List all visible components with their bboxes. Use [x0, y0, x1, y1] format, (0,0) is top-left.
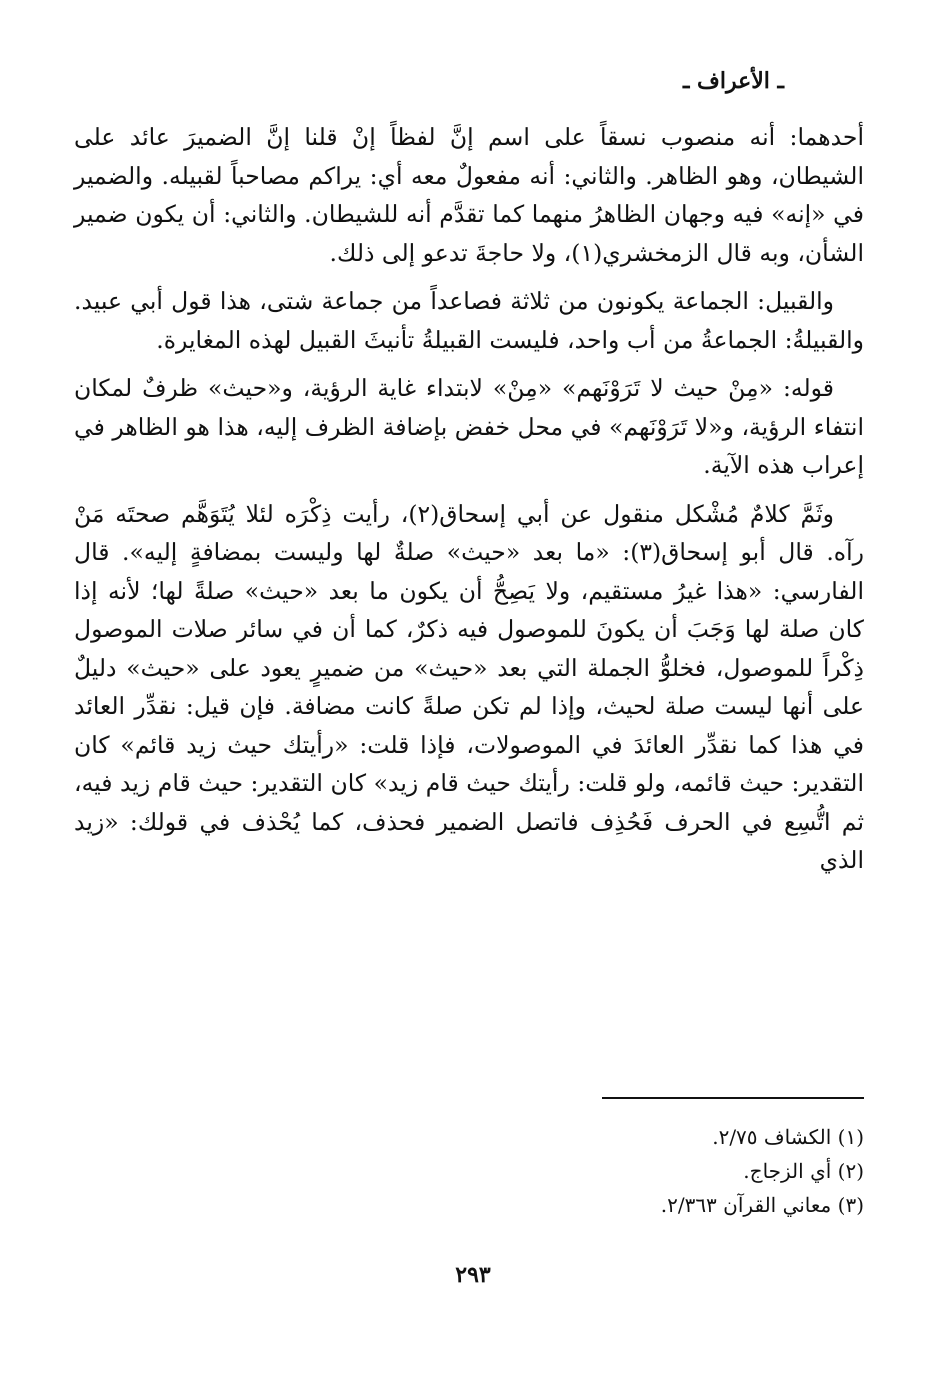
- footnotes: [364, 1120, 864, 1222]
- paragraph-4: وثَمَّ كلامٌ مُشْكل منقول عن أبي إسحاق(٢)، رأيت ذِكْرَه لئلا يُتَوَهَّم صحتَه مَنْ رآه. قال أبو إسحاق(٣): «ما بعد «حيث» صلةٌ لها وليست بمضافةٍ إليه». قال الفارسي: «هذا غيرُ مستقيم، ولا يَصِحُّ أن يكون ما بعد «حيث» صلةً لها؛ لأنه إذا كان صلة لها وَجَبَ أن يكونَ للموصول فيه ذكرٌ، كما أن في سائر صلات الموصول ذِكْراً للموصول، فخلوُّ الجملة التي بعد «حيث» من ضميرٍ يعود على «حيث» دليلٌ على أنها ليست صلة لحيث، وإذا لم تكن صلةً كانت مضافة. فإن قيل: نقدِّر العائد في هذا كما نقدِّر العائدَ في الموصولات، فإذا قلت: «رأيتك حيث زيد قائم» كان التقدير: حيث قائمه، ولو قلت: رأيتك حيث قام زيد» كان التقدير: حيث قام زيد فيه، ثم اتُّسِع في الحرف فَحُذِف فاتصل الضمير فحذف، كما يُحْذف في قولك: «زيد الذي: [74, 499, 864, 874]
- paragraph-3: قوله: «مِنْ حيث لا تَرَوْنَهم» «مِنْ» لابتداء غاية الرؤية، و«حيث» ظرفٌ لمكان انتفاء الرؤية، و«لا تَرَوْنَهم» في محل خفض بإضافة الظرف إليه، هذا هو الظاهر في إعراب هذه الآية.: [74, 374, 864, 479]
- running-head: ـ الأعراف ـ: [682, 68, 784, 94]
- paragraph-2: والقبيل: الجماعة يكونون من ثلاثة فصاعداً من جماعة شتى، هذا قول أبي عبيد. والقبيلةُ: الجماعةُ من أب واحد، فليست القبيلةُ تأنيثَ القبيل لهذه المغايرة.: [74, 287, 864, 354]
- main-text: [74, 118, 864, 890]
- footnote-1: (١) الكشاف ٢/٧٥.: [712, 1125, 864, 1149]
- page-number: ٢٩٣: [455, 1262, 491, 1288]
- footnote-separator: [602, 1097, 864, 1099]
- footnote-2: (٢) أي الزجاج.: [743, 1159, 864, 1183]
- paragraph-1: أحدهما: أنه منصوب نسقاً على اسم إنَّ لفظاً إنْ قلنا إنَّ الضميرَ عائد على الشيطان، وهو الظاهر. والثاني: أنه مفعولٌ معه أي: يراكم مصاحباً لقبيله. والضمير في «إنه» فيه وجهان الظاهرُ منهما كما تقدَّم أنه للشيطان. والثاني: أن يكون ضمير الشأن، وبه قال الزمخشري(١)، ولا حاجةَ تدعو إلى ذلك.: [74, 123, 864, 267]
- footnote-3: (٣) معاني القرآن ٢/٣٦٣.: [660, 1193, 864, 1217]
